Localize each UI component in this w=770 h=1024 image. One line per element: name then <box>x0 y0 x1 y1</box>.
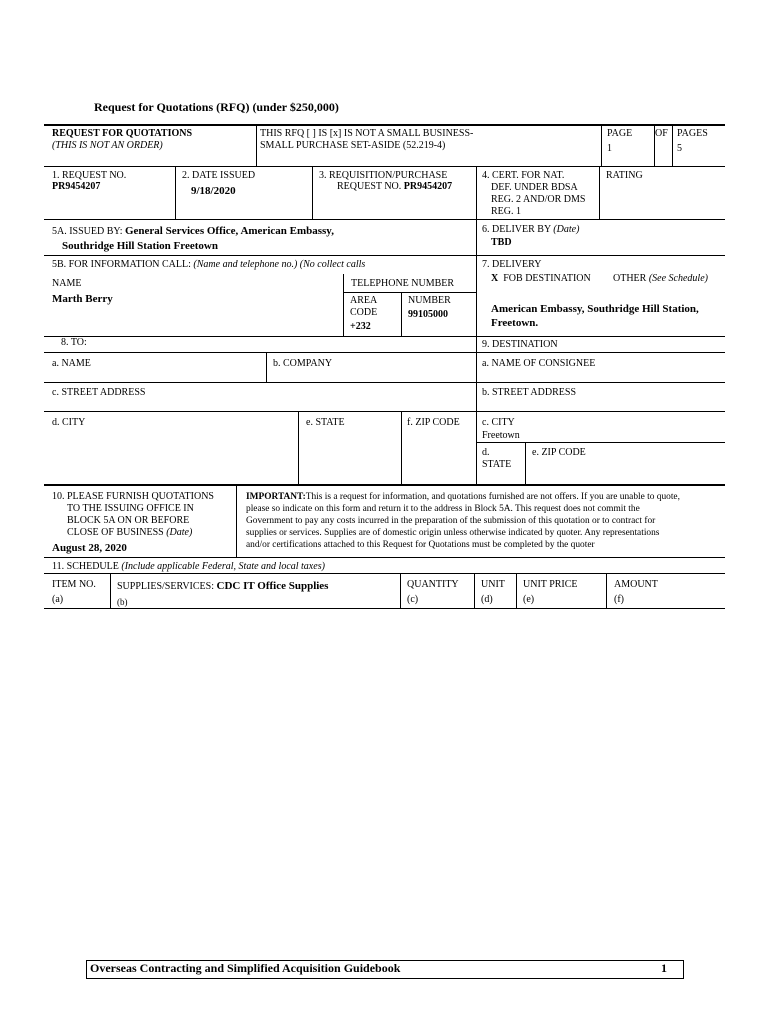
cert-line4: REG. 1 <box>491 206 521 217</box>
col-divider <box>110 573 111 608</box>
to-street-label: c. STREET ADDRESS <box>52 387 146 398</box>
important-line1: IMPORTANT:This is a request for information, and quotations furnished are not offers. If you are unable to quote, <box>246 492 680 502</box>
col-divider <box>525 442 526 485</box>
request-no-value: PR9454207 <box>52 181 101 192</box>
issued-by-value-line2: Southridge Hill Station Freetown <box>62 240 218 252</box>
quantity-label: QUANTITY <box>407 579 459 590</box>
dest-state-label2: STATE <box>482 459 512 470</box>
supplies-label: SUPPLIES/SERVICES: CDC IT Office Supplies <box>117 580 329 592</box>
col-divider <box>401 411 402 485</box>
date-issued-value: 9/18/2020 <box>191 185 236 197</box>
dest-city-label: c. CITY <box>482 417 515 428</box>
important-label: IMPORTANT: <box>246 492 306 502</box>
furnish-line3: BLOCK 5A ON OR BEFORE <box>67 515 190 526</box>
row-divider <box>44 255 725 256</box>
col-divider <box>256 125 257 166</box>
row-divider <box>476 442 725 443</box>
col-divider <box>298 411 299 485</box>
row-divider <box>44 352 725 353</box>
fob-destination: X FOB DESTINATION <box>491 273 591 284</box>
pages-value: 5 <box>677 143 682 154</box>
page-label: PAGE <box>607 128 633 139</box>
amount-label: AMOUNT <box>614 579 658 590</box>
supplies-sub: (b) <box>117 597 128 607</box>
to-state-label: e. STATE <box>306 417 345 428</box>
number-value: 99105000 <box>408 309 448 320</box>
delivery-label: 7. DELIVERY <box>482 259 542 270</box>
supplies-value: CDC IT Office Supplies <box>216 580 329 592</box>
requisition-label1: 3. REQUISITION/PURCHASE <box>319 170 448 181</box>
telephone-label: TELEPHONE NUMBER <box>351 278 455 289</box>
delivery-address-line1: American Embassy, Southridge Hill Station, <box>491 303 699 315</box>
item-no-label: ITEM NO. <box>52 579 96 590</box>
col-divider <box>672 125 673 166</box>
to-company-label: b. COMPANY <box>273 358 333 369</box>
furnish-line4: CLOSE OF BUSINESS (Date) <box>67 527 193 538</box>
cert-line2: DEF. UNDER BDSA <box>491 182 578 193</box>
requisition-value: PR9454207 <box>403 181 453 192</box>
small-business-line2: SMALL PURCHASE SET-ASIDE (52.219-4) <box>260 140 446 151</box>
of-label: OF <box>655 128 668 139</box>
col-divider <box>343 274 344 336</box>
unit-price-label: UNIT PRICE <box>523 579 578 590</box>
to-label: 8. TO: <box>61 337 87 348</box>
issued-by: 5A. ISSUED BY: General Services Office, American Embassy, <box>52 225 334 237</box>
delivery-address-line2: Freetown. <box>491 317 539 329</box>
col-divider <box>236 485 237 557</box>
row-divider <box>44 573 725 574</box>
row-divider <box>44 382 725 383</box>
date-issued-label: 2. DATE ISSUED <box>182 170 256 181</box>
important-line2: please so indicate on this form and return it to the address in Block 5A. This request does not commit the <box>246 504 640 514</box>
col-divider <box>474 573 475 608</box>
col-divider <box>476 166 477 485</box>
other-label: OTHER (See Schedule) <box>613 273 708 284</box>
issued-by-value: General Services Office, American Embassy, <box>124 225 334 237</box>
rfq-label: REQUEST FOR QUOTATIONS <box>52 128 193 139</box>
col-divider <box>606 573 607 608</box>
deliver-by-label: 6. DELIVER BY (Date) <box>482 224 580 235</box>
area-label2: CODE <box>350 307 378 318</box>
col-divider <box>266 352 267 382</box>
number-label: NUMBER <box>408 295 451 306</box>
row-divider <box>44 219 476 220</box>
info-call-label: 5B. FOR INFORMATION CALL: (Name and telephone no.) (No collect calls <box>52 259 366 270</box>
deliver-by-value: TBD <box>491 237 512 248</box>
col-divider <box>599 166 600 219</box>
cert-line3: REG. 2 AND/OR DMS <box>491 194 586 205</box>
rating-label: RATING <box>606 170 643 181</box>
form-border-top-2 <box>44 125 725 126</box>
footer-title: Overseas Contracting and Simplified Acquisition Guidebook <box>90 961 401 975</box>
col-divider <box>400 573 401 608</box>
request-no-label: 1. REQUEST NO. <box>52 170 127 181</box>
row-divider <box>44 336 725 337</box>
row-divider <box>44 485 725 486</box>
dest-zip-label: e. ZIP CODE <box>532 447 586 458</box>
name-label: NAME <box>52 278 82 289</box>
area-label1: AREA <box>350 295 378 306</box>
row-divider <box>44 166 725 167</box>
to-name-label: a. NAME <box>52 358 91 369</box>
row-divider <box>476 219 725 220</box>
to-zip-label: f. ZIP CODE <box>407 417 460 428</box>
rfq-sub: (THIS IS NOT AN ORDER) <box>52 140 163 151</box>
col-divider <box>175 166 176 219</box>
fob-mark: X <box>491 273 499 284</box>
col-divider <box>401 292 402 336</box>
cert-line1: 4. CERT. FOR NAT. <box>482 170 565 181</box>
amount-sub: (f) <box>614 594 624 605</box>
small-business-line1: THIS RFQ [ ] IS [x] IS NOT A SMALL BUSINESS- <box>260 128 474 139</box>
consignee-label: a. NAME OF CONSIGNEE <box>482 358 596 369</box>
row-divider <box>44 557 725 558</box>
unit-sub: (d) <box>481 594 493 605</box>
important-line5: and/or certifications attached to this Request for Quotations must be completed by the quoter <box>246 540 595 550</box>
important-line3: Government to pay any costs incurred in the preparation of the submission of this quotation or to contract for <box>246 516 656 526</box>
important-line4: supplies or services. Supplies are of domestic origin unless otherwise indicated by quoter. Any representations <box>246 528 660 538</box>
pages-label: PAGES <box>677 128 708 139</box>
page-title: Request for Quotations (RFQ) (under $250,000) <box>94 100 339 114</box>
unit-label: UNIT <box>481 579 505 590</box>
page-value: 1 <box>607 143 612 154</box>
col-divider <box>312 166 313 219</box>
col-divider <box>601 125 602 166</box>
row-divider <box>343 292 476 293</box>
name-value: Marth Berry <box>52 293 113 305</box>
item-no-sub: (a) <box>52 594 64 605</box>
col-divider <box>516 573 517 608</box>
dest-city-value: Freetown <box>482 430 520 441</box>
dest-street-label: b. STREET ADDRESS <box>482 387 576 398</box>
furnish-line1: 10. PLEASE FURNISH QUOTATIONS <box>52 491 214 502</box>
dest-state-label1: d. <box>482 447 490 458</box>
destination-label: 9. DESTINATION <box>482 339 558 350</box>
area-value: +232 <box>350 321 371 332</box>
row-divider <box>44 608 725 609</box>
schedule-label: 11. SCHEDULE (Include applicable Federal, State and local taxes) <box>52 561 325 572</box>
footer-page-number: 1 <box>661 961 667 975</box>
furnish-date: August 28, 2020 <box>52 542 127 554</box>
furnish-line2: TO THE ISSUING OFFICE IN <box>67 503 194 514</box>
row-divider <box>44 411 725 412</box>
quantity-sub: (c) <box>407 594 419 605</box>
to-city-label: d. CITY <box>52 417 86 428</box>
unit-price-sub: (e) <box>523 594 535 605</box>
requisition-line2: REQUEST NO. PR9454207 <box>337 181 453 192</box>
